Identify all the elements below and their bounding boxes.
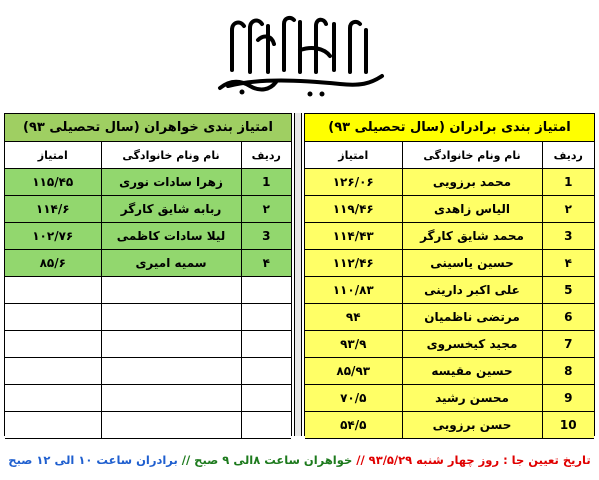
schedule-footer — [0, 446, 599, 474]
score-cell: ۱۰۲/۷۶ — [5, 223, 101, 250]
table-row — [5, 169, 291, 196]
empty-row — [5, 304, 291, 331]
name-cell: علی اکبر دارینی — [402, 277, 542, 304]
footer-date: تاریخ تعیین جا : روز چهار شنبه ۹۳/۵/۲۹ // — [352, 453, 591, 467]
table-row — [5, 250, 291, 277]
rank-cell: 6 — [542, 304, 594, 331]
rank-cell: 7 — [542, 331, 594, 358]
rank-cell: 3 — [241, 223, 291, 250]
name-cell: مرتضی ناظمیان — [402, 304, 542, 331]
empty-row — [5, 412, 291, 439]
name-cell: الیاس زاهدی — [402, 196, 542, 223]
col-name: نام ونام خانوادگی — [402, 142, 542, 169]
score-cell: ۸۵/۹۳ — [305, 358, 402, 385]
brothers-ranking-panel — [304, 113, 595, 436]
table-row — [305, 277, 594, 304]
table-row — [305, 196, 594, 223]
name-cell: محمد برزویی — [402, 169, 542, 196]
name-cell: لیلا سادات کاظمی — [101, 223, 241, 250]
score-cell: ۵۴/۵ — [305, 412, 402, 439]
table-row — [305, 358, 594, 385]
rank-cell: 8 — [542, 358, 594, 385]
basmala-calligraphy-logo — [0, 0, 599, 110]
table-row — [5, 196, 291, 223]
table-row — [305, 412, 594, 439]
name-cell: محمد شایق کارگر — [402, 223, 542, 250]
empty-row — [5, 385, 291, 412]
brothers-table-header — [305, 142, 594, 169]
score-cell: ۸۵/۶ — [5, 250, 101, 277]
col-name: نام ونام خانوادگی — [101, 142, 241, 169]
name-cell: حسن برزویی — [402, 412, 542, 439]
col-score: امتیاز — [305, 142, 402, 169]
name-cell: حسین یاسینی — [402, 250, 542, 277]
rank-cell: 9 — [542, 385, 594, 412]
rank-cell: 5 — [542, 277, 594, 304]
rank-cell: 1 — [241, 169, 291, 196]
rank-cell: 3 — [542, 223, 594, 250]
table-row — [305, 304, 594, 331]
name-cell: محسن رشید — [402, 385, 542, 412]
name-cell: مجید کیخسروی — [402, 331, 542, 358]
brothers-title: امتیاز بندی برادران (سال تحصیلی ۹۳) — [305, 114, 594, 142]
sisters-table — [5, 142, 291, 439]
brothers-table — [305, 142, 594, 439]
table-row — [5, 223, 291, 250]
score-cell: ۱۱۵/۴۵ — [5, 169, 101, 196]
table-row — [305, 250, 594, 277]
rank-cell: ۴ — [241, 250, 291, 277]
name-cell: ربابه شایق کارگر — [101, 196, 241, 223]
score-cell: ۷۰/۵ — [305, 385, 402, 412]
col-rank: ردیف — [241, 142, 291, 169]
empty-row — [5, 358, 291, 385]
rank-cell: 1 — [542, 169, 594, 196]
rank-cell: 10 — [542, 412, 594, 439]
sisters-title: امتیاز بندی خواهران (سال تحصیلی ۹۳) — [5, 114, 291, 142]
score-cell: ۱۱۹/۴۶ — [305, 196, 402, 223]
rank-cell: ۲ — [241, 196, 291, 223]
rank-cell: ۴ — [542, 250, 594, 277]
name-cell: زهرا سادات نوری — [101, 169, 241, 196]
sisters-table-header — [5, 142, 291, 169]
sisters-ranking-panel — [4, 113, 292, 436]
score-cell: ۱۱۲/۴۶ — [305, 250, 402, 277]
name-cell: حسین مقیسه — [402, 358, 542, 385]
score-cell: ۱۱۴/۶ — [5, 196, 101, 223]
logo-text: بسم الله الرحمن الرحیم — [0, 0, 11, 1]
rank-cell: ۲ — [542, 196, 594, 223]
table-row — [305, 385, 594, 412]
footer-sisters-time: خواهران ساعت ۸الی ۹ صبح // — [177, 453, 353, 467]
score-cell: ۹۳/۹ — [305, 331, 402, 358]
panel-divider — [294, 113, 302, 436]
table-row — [305, 223, 594, 250]
footer-brothers-time: برادران ساعت ۱۰ الی ۱۲ صبح — [8, 453, 178, 467]
name-cell: سمیه امیری — [101, 250, 241, 277]
col-rank: ردیف — [542, 142, 594, 169]
score-cell: ۱۲۶/۰۶ — [305, 169, 402, 196]
score-cell: ۱۱۰/۸۳ — [305, 277, 402, 304]
score-cell: ۹۴ — [305, 304, 402, 331]
score-cell: ۱۱۴/۴۳ — [305, 223, 402, 250]
table-row — [305, 331, 594, 358]
col-score: امتیاز — [5, 142, 101, 169]
table-row — [305, 169, 594, 196]
empty-row — [5, 331, 291, 358]
empty-row — [5, 277, 291, 304]
